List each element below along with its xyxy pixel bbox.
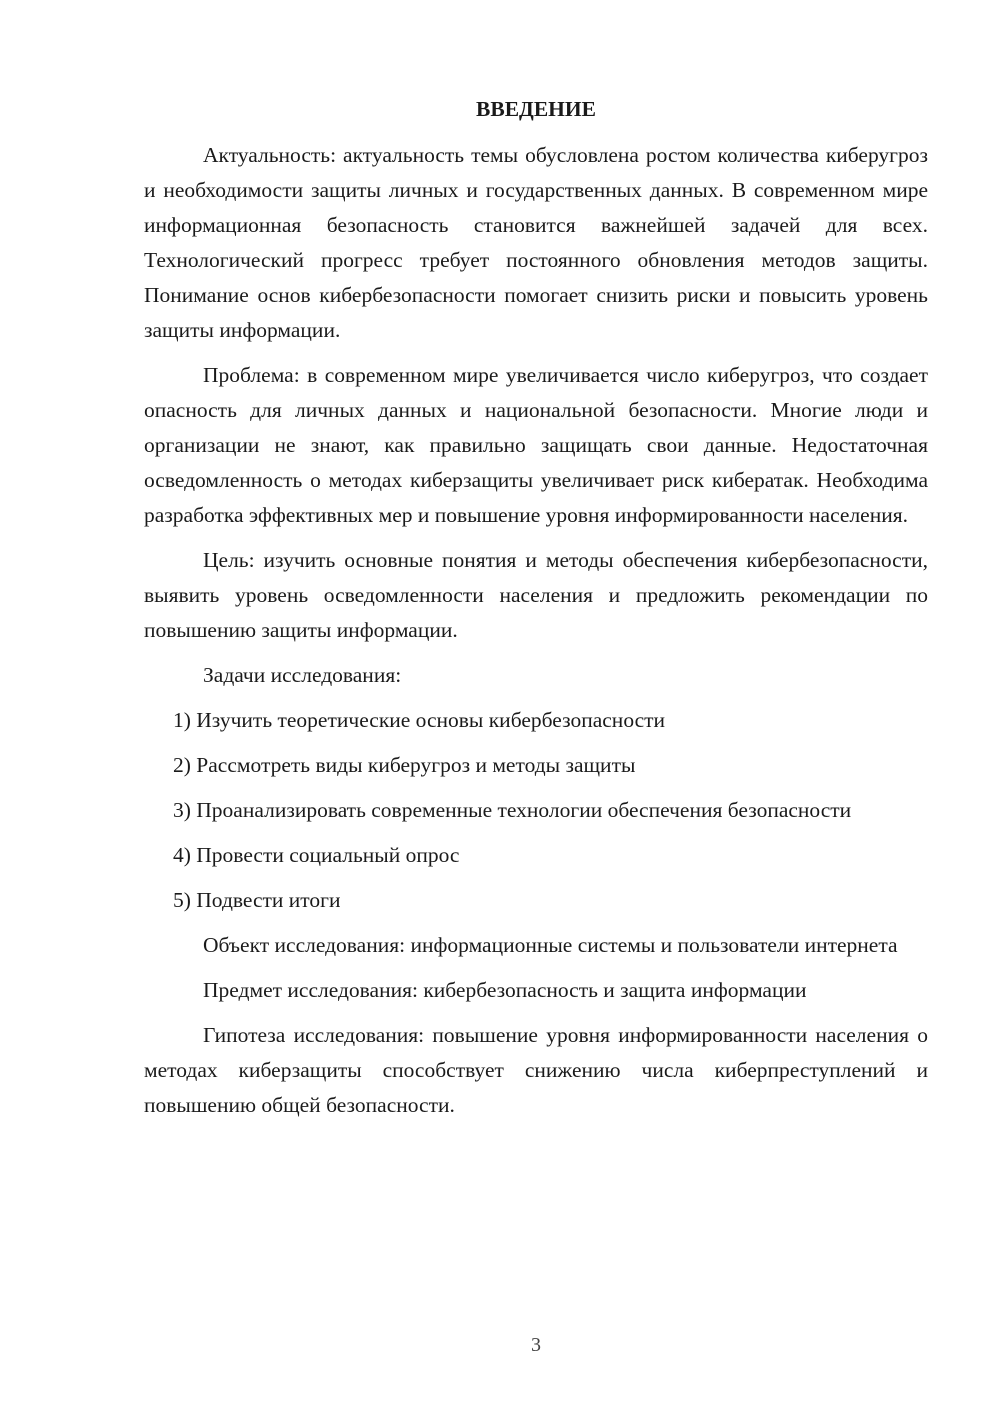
task-item-5: 5) Подвести итоги <box>173 888 341 912</box>
task-item-4: 4) Провести социальный опрос <box>173 843 460 867</box>
section-title: ВВЕДЕНИЕ <box>476 97 596 121</box>
relevance-paragraph: Актуальность: актуальность темы обусловлена ростом количества киберугроз и необходимости защиты личных и государственных данных. В современном мире информационная безопасность становится важнейшей задачей для всех. Технологический прогресс требует постоянного обновления методов защиты. Понимание основ кибербезопасности помогает снизить риски и повысить уровень защиты информации. <box>144 143 928 342</box>
task-item-3: 3) Проанализировать современные технологии обеспечения безопасности <box>173 798 852 822</box>
page-number: 3 <box>531 1334 541 1356</box>
object-paragraph: Объект исследования: информационные системы и пользователи интернета <box>203 933 898 957</box>
goal-paragraph: Цель: изучить основные понятия и методы обеспечения кибербезопасности, выявить уровень осведомленности населения и предложить рекомендации по повышению защиты информации. <box>144 548 928 642</box>
task-item-1: 1) Изучить теоретические основы кибербезопасности <box>173 708 666 732</box>
subject-paragraph: Предмет исследования: кибербезопасность и защита информации <box>203 978 807 1002</box>
hypothesis-paragraph: Гипотеза исследования: повышение уровня информированности населения о методах киберзащиты способствует снижению числа киберпреступлений и повышению общей безопасности. <box>144 1023 928 1117</box>
tasks-heading: Задачи исследования: <box>203 663 402 687</box>
problem-paragraph: Проблема: в современном мире увеличивается число киберугроз, что создает опасность для личных данных и национальной безопасности. Многие люди и организации не знают, как правильно защищать свои данные. Недостаточная осведомленность о методах киберзащиты увеличивает риск кибератак. Необходима разработка эффективных мер и повышение уровня информированности населения. <box>144 363 928 527</box>
document-page <box>144 92 928 1133</box>
task-item-2: 2) Рассмотреть виды киберугроз и методы защиты <box>173 753 636 777</box>
